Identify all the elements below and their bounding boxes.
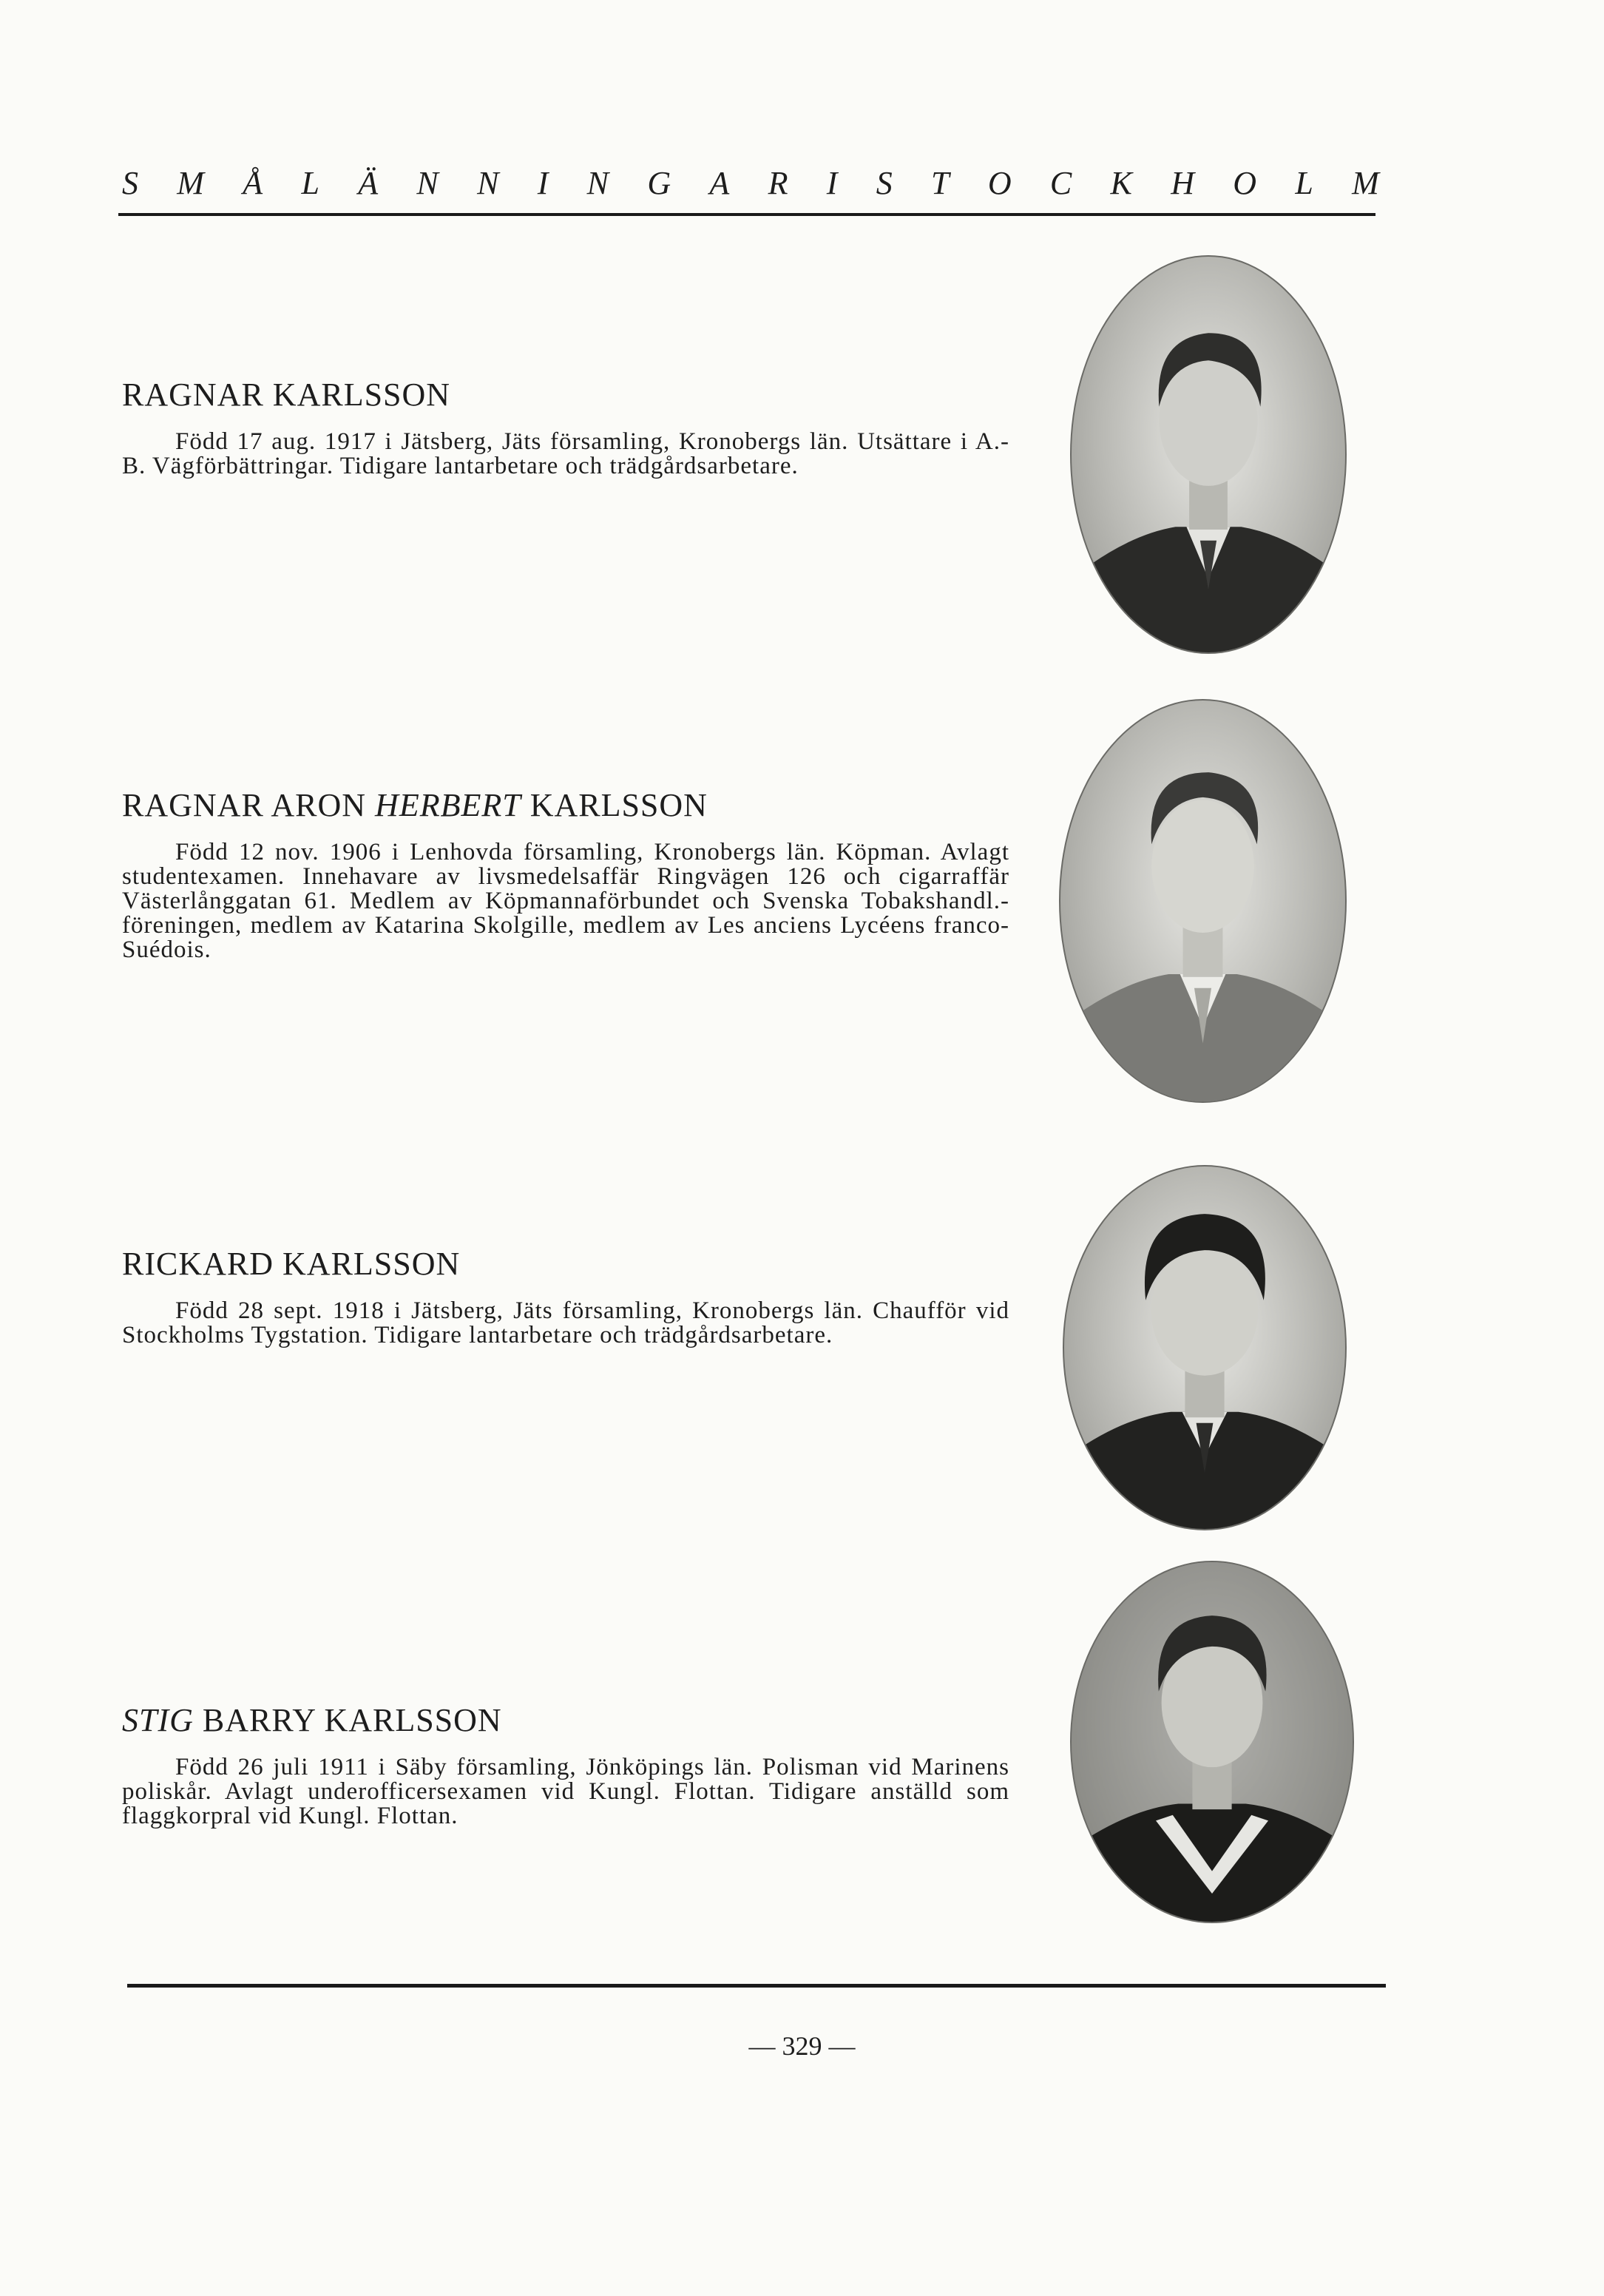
running-head-letter: I xyxy=(826,165,838,201)
page-number: — 329 — xyxy=(748,2031,856,2061)
running-head-letter: Å xyxy=(243,165,263,201)
entry-name: RICKARD KARLSSON xyxy=(122,1246,461,1282)
running-head-letter: C xyxy=(1049,165,1072,201)
biography-entry xyxy=(122,1245,1009,1348)
running-head-letter: N xyxy=(586,165,609,201)
running-head xyxy=(122,164,1379,202)
entry-name: STIG BARRY KARLSSON xyxy=(122,1702,502,1738)
header-rule xyxy=(118,213,1375,216)
running-head-letter: L xyxy=(1295,165,1313,201)
entry-bio: Född 28 sept. 1918 i Jätsberg, Jäts församling, Kronobergs län. Chaufför vid Stockholms Tygstation. Tidigare lantarbetare och trädgårdsarbetare. xyxy=(122,1297,1009,1348)
running-head-letter: H xyxy=(1171,165,1194,201)
running-head-letter: T xyxy=(931,165,950,201)
portrait-figure xyxy=(1072,257,1345,652)
portrait-figure xyxy=(1072,1562,1353,1922)
running-head-letter: N xyxy=(477,165,499,201)
biography-entry xyxy=(122,786,1009,962)
portrait-photo xyxy=(1063,1165,1347,1530)
footer-rule xyxy=(127,1984,1386,1988)
running-head-letter: O xyxy=(987,165,1012,201)
running-head-letter: O xyxy=(1233,165,1257,201)
biography-entry xyxy=(122,376,1009,479)
entry-bio: Född 17 aug. 1917 i Jätsberg, Jäts församling, Kronobergs län. Utsättare i A.-B. Vägförbättringar. Tidigare lantarbetare och trädgårdsarbetare. xyxy=(122,428,1009,479)
running-head-letter: A xyxy=(709,165,730,201)
portrait-figure xyxy=(1064,1166,1345,1529)
portrait-figure xyxy=(1060,700,1345,1101)
running-head-letter: M xyxy=(1352,165,1379,201)
portrait-photo xyxy=(1059,699,1347,1103)
running-head-letter: N xyxy=(416,165,439,201)
entry-name: RAGNAR ARON HERBERT KARLSSON xyxy=(122,787,708,823)
portrait-photo xyxy=(1070,255,1347,654)
running-head-letter: M xyxy=(177,165,204,201)
running-head-letter: R xyxy=(768,165,788,201)
running-head-letter: L xyxy=(301,165,319,201)
running-head-letter: Ä xyxy=(358,165,379,201)
running-head-letter: G xyxy=(647,165,671,201)
running-head-letter: K xyxy=(1110,165,1132,201)
entry-name: RAGNAR KARLSSON xyxy=(122,377,451,413)
running-head-letter: I xyxy=(537,165,549,201)
portrait-photo xyxy=(1070,1561,1354,1923)
entry-bio: Född 12 nov. 1906 i Lenhovda församling, Kronobergs län. Köpman. Avlagt studentexamen. Innehavare av livsmedelsaffär Ringvägen 126 och cigarraffär Västerlånggatan 61. Medlem av Köpmannaförbundet och Svenska Tobakshandl.-föreningen, medlem av Katarina Skolgille, medlem av Les anciens Lycéens franco-Suédois. xyxy=(122,839,1009,963)
running-head-letter: S xyxy=(122,165,138,201)
biography-entry xyxy=(122,1701,1009,1829)
running-head-letter: S xyxy=(876,165,893,201)
entry-bio: Född 26 juli 1911 i Säby församling, Jönköpings län. Polisman vid Marinens poliskår. Avlagt underofficersexamen vid Kungl. Flottan. Tidigare anställd som flaggkorpral vid Kungl. Flottan. xyxy=(122,1754,1009,1829)
